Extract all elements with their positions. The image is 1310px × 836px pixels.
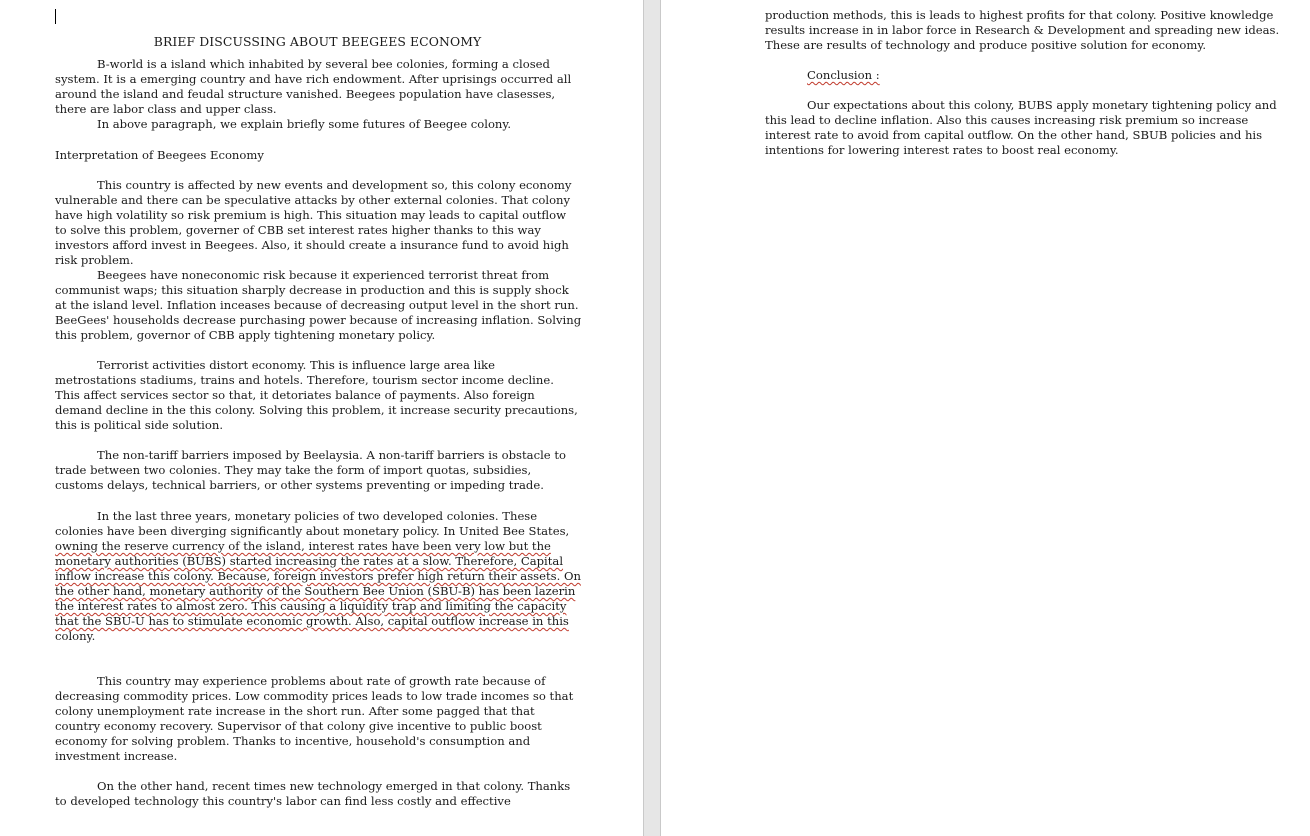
text-line: there are labor class and upper class. — [55, 102, 277, 116]
text-line: colonies have been diverging significantly about monetary policy. In United Bee States, — [55, 524, 570, 538]
text-line: to solve this problem, governer of CBB set interest rates higher thanks to this way — [55, 223, 541, 237]
document-page-left[interactable] — [0, 0, 644, 836]
text-line: around the island and feudal structure vanished. Beegees population have clasesses, — [55, 87, 556, 101]
text-line: metrostations stadiums, trains and hotels. Therefore, tourism sector income decline. — [55, 373, 554, 387]
paragraph-commodity-prices — [55, 674, 573, 764]
text-line: have high volatility so risk premium is high. This situation may leads to capital outflow — [55, 208, 567, 222]
text-line: investment increase. — [55, 749, 178, 763]
section-heading-conclusion — [765, 68, 880, 83]
text-line: intentions for lowering interest rates to boost real economy. — [765, 143, 1119, 157]
text-line: trade between two colonies. They may take the form of import quotas, subsidies, — [55, 463, 532, 477]
text-line: In the last three years, monetary policies of two developed colonies. These — [97, 509, 538, 523]
text-line: decreasing commodity prices. Low commodity prices leads to low trade incomes so that — [55, 689, 574, 703]
text-line: investors afford invest in Beegees. Also, it should create a insurance fund to avoid high — [55, 238, 569, 252]
text-line: In above paragraph, we explain briefly some futures of Beegee colony. — [97, 117, 512, 131]
text-line: results increase in in labor force in Research & Development and spreading new ideas. — [765, 23, 1280, 37]
text-line: economy for solving problem. Thanks to incentive, household's consumption and — [55, 734, 531, 748]
text-line: The non-tariff barriers imposed by Beelaysia. A non-tariff barriers is obstacle to — [97, 448, 566, 462]
text-line: the interest rates to almost zero. This causing a liquidity trap and limiting the capacity — [55, 599, 567, 613]
text-line: to developed technology this country's labor can find less costly and effective — [55, 794, 511, 808]
text-line: at the island level. Inflation inceases because of decreasing output level in the short run. — [55, 298, 579, 312]
text-line: customs delays, technical barriers, or other systems preventing or impeding trade. — [55, 478, 544, 492]
page-gutter — [644, 0, 659, 836]
paragraph-technology — [55, 779, 570, 809]
text-line: BeeGees' households decrease purchasing power because of increasing inflation. Solving — [55, 313, 582, 327]
text-line: Our expectations about this colony, BUBS apply monetary tightening policy and — [807, 98, 1277, 112]
text-line: system. It is a emerging country and have rich endowment. After uprisings occurred all — [55, 72, 572, 86]
text-line: On the other hand, recent times new technology emerged in that colony. Thanks — [97, 779, 571, 793]
text-line: Beegees have noneconomic risk because it experienced terrorist threat from — [97, 268, 550, 282]
text-line: that the SBU-U has to stimulate economic growth. Also, capital outflow increase in this — [55, 614, 569, 628]
document-title: BRIEF DISCUSSING ABOUT BEEGEES ECONOMY — [153, 34, 482, 49]
text-line: inflow increase this colony. Because, foreign investors prefer high return their assets. On — [55, 569, 581, 583]
text-line: This country may experience problems about rate of growth rate because of — [97, 674, 546, 688]
text-line: B-world is a island which inhabited by several bee colonies, forming a closed — [97, 57, 550, 71]
text-line: This country is affected by new events and development so, this colony economy — [97, 178, 572, 192]
text-line: Interpretation of Beegees Economy — [55, 148, 264, 162]
paragraph-non-tariff-barriers — [55, 448, 566, 493]
text-line: interest rate to avoid from capital outflow. On the other hand, SBUB policies and his — [765, 128, 1263, 142]
text-line: this problem, governor of CBB apply tightening monetary policy. — [55, 328, 436, 342]
text-line: production methods, this is leads to highest profits for that colony. Positive knowledge — [765, 8, 1274, 22]
section-heading-interpretation — [55, 148, 264, 163]
text-line: country economy recovery. Supervisor of that colony give incentive to public boost — [55, 719, 542, 733]
text-cursor — [55, 9, 56, 24]
text-line: monetary authorities (BUBS) started increasing the rates at a slow. Therefore, Capital — [55, 554, 564, 568]
text-line: this lead to decline inflation. Also this causes increasing risk premium so increase — [765, 113, 1249, 127]
text-line: colony unemployment rate increase in the short run. After some pagged that that — [55, 704, 535, 718]
text-line: the other hand, monetary authority of the Southern Bee Union (SBU-B) has been lazerin — [55, 584, 576, 598]
text-line: Conclusion : — [807, 68, 880, 82]
text-line: risk problem. — [55, 253, 134, 267]
text-line: colony. — [55, 629, 96, 643]
paragraph-technology-continued — [765, 8, 1279, 53]
text-line: owning the reserve currency of the island, interest rates have been very low but the — [55, 539, 551, 553]
paragraph-monetary-policies — [55, 509, 581, 644]
text-line: vulnerable and there can be speculative attacks by other external colonies. That colony — [55, 193, 571, 207]
text-line: These are results of technology and produce positive solution for economy. — [765, 38, 1207, 52]
text-line: this is political side solution. — [55, 418, 224, 432]
text-line: Terrorist activities distort economy. This is influence large area like — [97, 358, 495, 372]
paragraph-conclusion — [765, 98, 1277, 158]
paragraph-terrorist-activities — [55, 358, 578, 433]
paragraph-intro — [55, 57, 571, 132]
paragraph-speculative-attacks — [55, 178, 581, 343]
text-line: This affect services sector so that, it detoriates balance of payments. Also foreign — [55, 388, 535, 402]
text-line: communist waps; this situation sharply decrease in production and this is supply shock — [55, 283, 569, 297]
document-page-right[interactable] — [660, 0, 1310, 836]
text-line: demand decline in the this colony. Solving this problem, it increase security precautions, — [55, 403, 578, 417]
